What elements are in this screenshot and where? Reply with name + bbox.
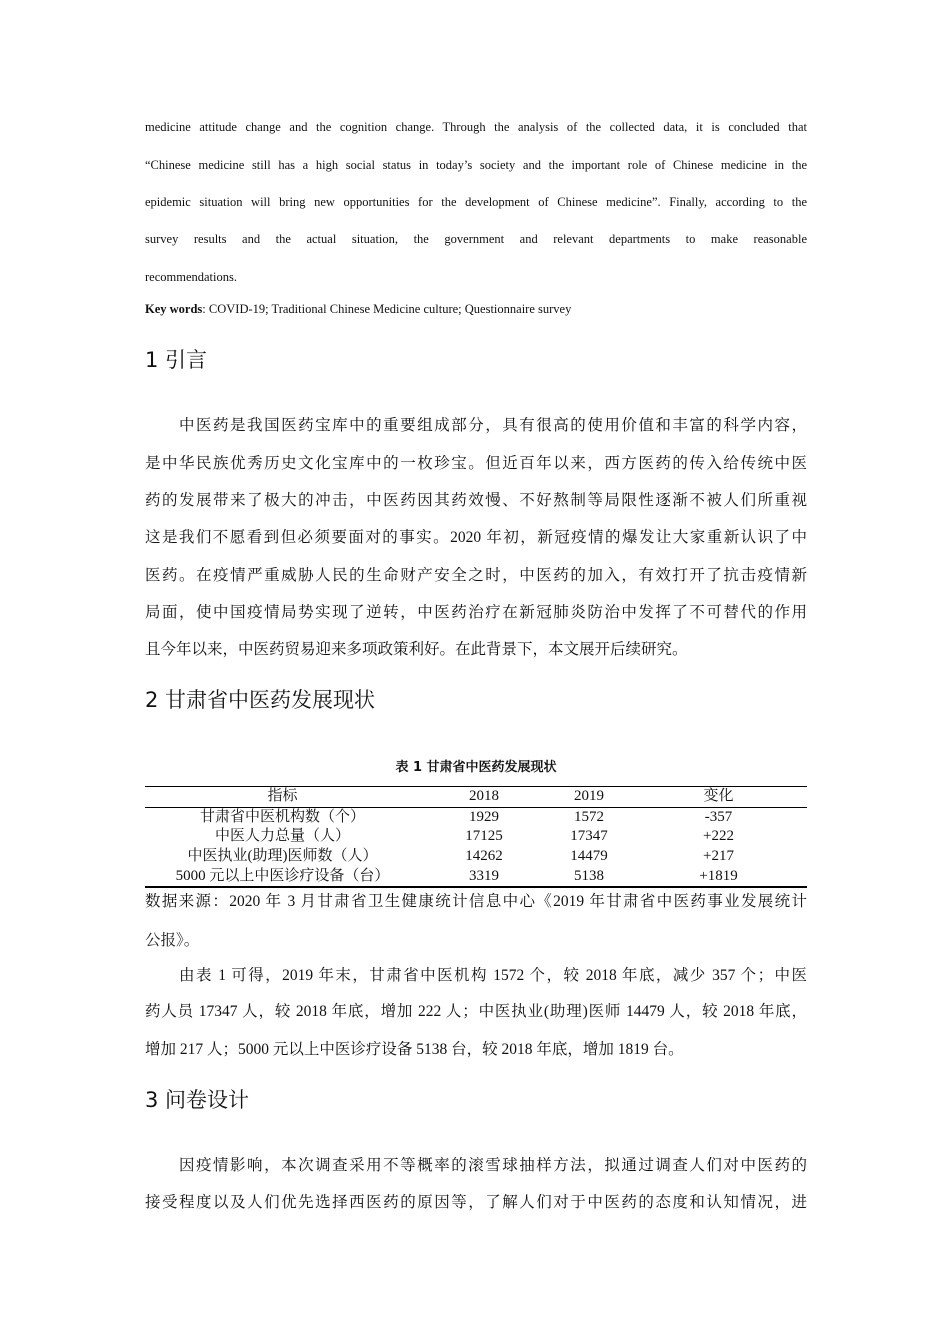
abstract-line: epidemic situation will bring new opportunities for the development of Chinese medicine”. Finally, according to the — [145, 195, 807, 209]
status-table — [145, 786, 807, 888]
paragraph-line: 局面，使中国疫情局势实现了逆转，中医药治疗在新冠肺炎防治中发挥了不可替代的作用 — [145, 604, 807, 621]
paragraph-line: 由表 1 可得，2019 年末，甘肃省中医机构 1572 个，较 2018 年底，减少 357 个；中医 — [179, 967, 807, 984]
paragraph-line: 药人员 17347 人，较 2018 年底，增加 222 人；中医执业(助理)医师 14479 人，较 2018 年底， — [145, 1003, 807, 1020]
paragraph-line: 中医药是我国医药宝库中的重要组成部分，具有很高的使用价值和丰富的科学内容， — [179, 417, 807, 434]
paragraph-line: 且今年以来，中医药贸易迎来多项政策利好。在此背景下，本文展开后续研究。 — [145, 641, 688, 658]
abstract-line: medicine attitude change and the cognition change. Through the analysis of the collected data, it is concluded that — [145, 120, 807, 134]
table-cell: 1929 — [469, 808, 499, 825]
paragraph-line: 药的发展带来了极大的冲击，中医药因其药效慢、不好熬制等局限性逐渐不被人们所重视 — [145, 492, 807, 509]
table-header-cell: 变化 — [703, 788, 734, 805]
table-row — [145, 847, 807, 867]
table-cell: 14479 — [570, 848, 608, 865]
data-source-line: 公报》。 — [145, 932, 200, 949]
table-cell: +222 — [703, 828, 734, 845]
table-row — [145, 807, 807, 827]
paragraph-line: 医药。在疫情严重威胁人民的生命财产安全之时，中医药的加入，有效打开了抗击疫情新 — [145, 567, 807, 584]
keywords-label: Key words — [145, 302, 203, 316]
paragraph-line: 接受程度以及人们优先选择西医药的原因等，了解人们对于中医药的态度和认知情况，进 — [145, 1194, 807, 1211]
data-source-line: 数据来源：2020 年 3 月甘肃省卫生健康统计信息中心《2019 年甘肃省中医药事业发展统计 — [145, 893, 807, 910]
table-cell: +217 — [703, 848, 734, 865]
keywords-separator: : — [202, 302, 206, 316]
keywords — [145, 302, 571, 317]
abstract-line: “Chinese medicine still has a high social status in today’s society and the important role of Chinese medicine in the — [145, 158, 807, 172]
table-header-cell: 2018 — [469, 788, 499, 805]
table-cell: 5000 元以上中医诊疗设备（台） — [175, 867, 390, 884]
table-cell: -357 — [704, 808, 733, 825]
table-cell: 5138 — [574, 867, 604, 884]
section-heading-introduction: 1 引言 — [145, 348, 208, 372]
section-heading-questionnaire: 3 问卷设计 — [145, 1088, 250, 1112]
table-cell: 17347 — [570, 828, 608, 845]
table-row — [145, 827, 807, 847]
table-cell: +1819 — [699, 867, 738, 884]
paragraph-line: 这是我们不愿看到但必须要面对的事实。2020 年初，新冠疫情的爆发让大家重新认识了中 — [145, 529, 807, 546]
table-header-row — [145, 787, 807, 808]
keywords-text: COVID-19; Traditional Chinese Medicine culture; Questionnaire survey — [208, 302, 572, 316]
table-cell: 中医执业(助理)医师数（人） — [187, 848, 378, 865]
abstract-line: survey results and the actual situation, the government and relevant departments to make reasonable — [145, 232, 807, 246]
table-cell: 甘肃省中医机构数（个） — [199, 808, 365, 825]
abstract-line: recommendations. — [145, 270, 237, 284]
section-heading-status: 2 甘肃省中医药发展现状 — [145, 688, 376, 712]
paragraph-line: 增加 217 人；5000 元以上中医诊疗设备 5138 台，较 2018 年底，增加 1819 台。 — [145, 1041, 684, 1058]
table-cell: 3319 — [469, 867, 499, 884]
table-cell: 14262 — [465, 848, 503, 865]
table-cell: 中医人力总量（人） — [214, 828, 350, 845]
table-cell: 17125 — [465, 828, 503, 845]
paragraph-line: 因疫情影响，本次调查采用不等概率的滚雪球抽样方法，拟通过调查人们对中医药的 — [179, 1157, 807, 1174]
table-caption: 表 1 甘肃省中医药发展现状 — [395, 760, 557, 775]
table-header-cell: 指标 — [267, 788, 298, 805]
table-cell: 1572 — [574, 808, 604, 825]
table-header-cell: 2019 — [574, 788, 604, 805]
paragraph-line: 是中华民族优秀历史文化宝库中的一枚珍宝。但近百年以来，西方医药的传入给传统中医 — [145, 455, 807, 472]
table-row — [145, 866, 807, 887]
